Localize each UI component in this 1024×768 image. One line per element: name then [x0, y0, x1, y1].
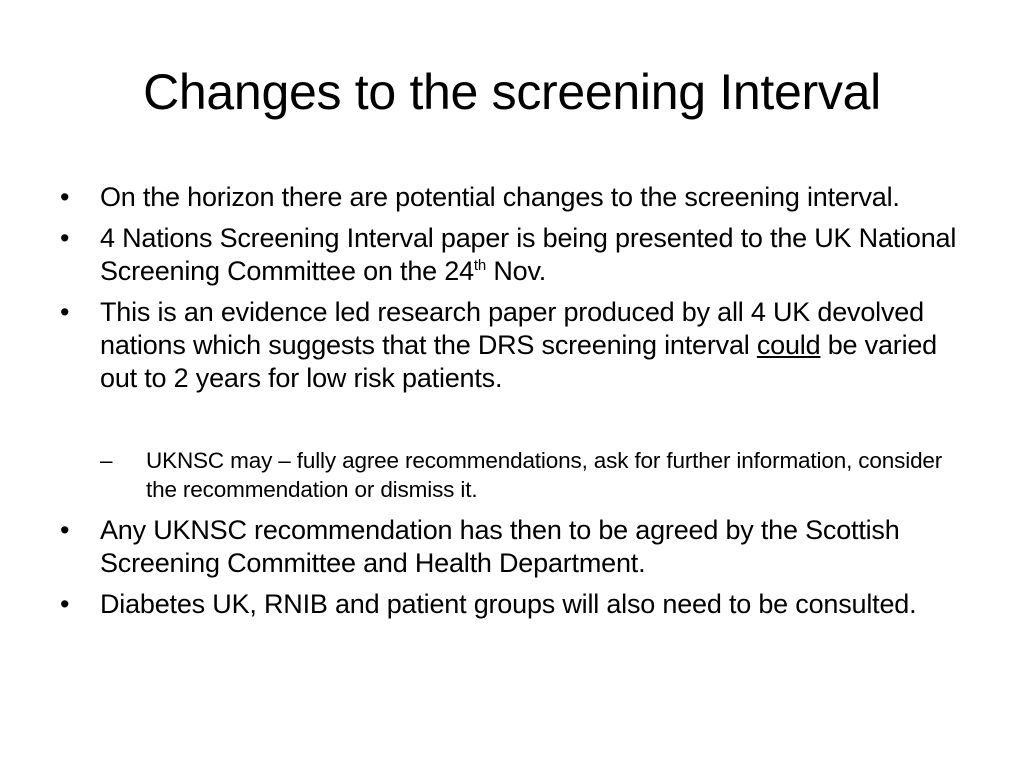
bullet-text: This is an evidence led research paper produced by all 4 UK devolved nations which suggests that the DRS screening interval [100, 297, 924, 360]
sub-bullet-list [58, 446, 978, 504]
bullet-text: 4 Nations Screening Interval paper is being presented to the UK National Screening Committee on the 24 [100, 223, 957, 286]
bullet-list-continued [58, 514, 978, 629]
slide-title: Changes to the screening Interval [143, 64, 881, 120]
bullet-text: Any UKNSC recommendation has then to be agreed by the Scottish Screening Committee and Health Department. [100, 515, 900, 578]
bullet-item-2 [58, 222, 978, 288]
bullet-mark: • [60, 589, 70, 619]
bullet-item-5 [58, 588, 978, 621]
bullet-list [58, 181, 978, 403]
bullet-underlined-word: could [756, 330, 821, 360]
bullet-item-3 [58, 296, 978, 395]
bullet-mark: • [60, 182, 70, 212]
bullet-superscript: th [473, 257, 487, 274]
bullet-text: On the horizon there are potential changes to the screening interval. [100, 182, 900, 212]
bullet-item-4 [58, 514, 978, 580]
bullet-mark: • [60, 223, 70, 253]
sub-bullet-text: UKNSC may – fully agree recommendations, ask for further information, consider the recommendation or dismiss it. [146, 448, 943, 502]
bullet-text-end: Nov. [486, 256, 547, 286]
bullet-text: Diabetes UK, RNIB and patient groups will also need to be consulted. [100, 589, 917, 619]
bullet-text-end: be varied out to 2 years for low risk patients. [100, 330, 937, 393]
sub-bullet-mark: – [100, 448, 113, 473]
bullet-item-1 [58, 181, 978, 214]
sub-bullet-item-1 [100, 446, 978, 504]
bullet-mark: • [60, 297, 70, 327]
bullet-mark: • [60, 515, 70, 545]
